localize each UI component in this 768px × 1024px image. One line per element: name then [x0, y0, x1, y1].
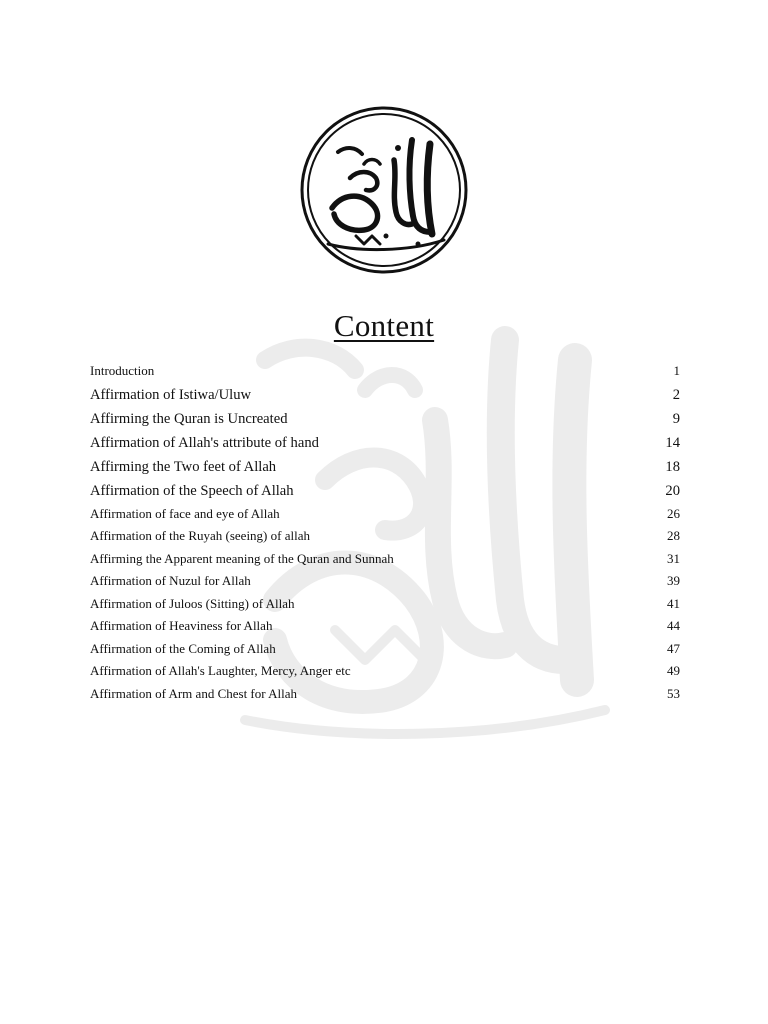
toc-page-number: 41: [667, 595, 680, 611]
toc-entry-title: Affirmation of Arm and Chest for Allah: [90, 685, 298, 701]
toc-entry-title: Affirmation of face and eye of Allah: [90, 505, 280, 521]
toc-page-number: 28: [667, 528, 680, 543]
toc-entry[interactable]: [90, 683, 680, 706]
toc-entry[interactable]: [90, 455, 680, 479]
toc-entry[interactable]: [90, 548, 680, 571]
toc-page-number: 44: [667, 618, 680, 633]
toc-entry-title: Affirming the Two feet of Allah: [90, 458, 277, 475]
toc-page-number: 9: [672, 410, 680, 427]
toc-entry[interactable]: [90, 503, 680, 526]
toc-page-number: 1: [673, 363, 680, 378]
table-of-contents: [90, 360, 680, 705]
toc-entry[interactable]: [90, 383, 680, 407]
toc-entry-title: Affirmation of the Coming of Allah: [90, 640, 276, 656]
toc-entry-title: Affirmation of the Speech of Allah: [90, 482, 294, 499]
toc-entry[interactable]: [90, 407, 680, 431]
toc-page-number: 53: [667, 685, 680, 701]
toc-entry-title: Affirmation of Allah's Laughter, Mercy, Anger etc: [90, 663, 351, 678]
toc-page-number: 47: [667, 640, 680, 656]
toc-entry-title: Affirmation of Heaviness for Allah: [90, 618, 273, 633]
toc-entry[interactable]: [90, 615, 680, 638]
toc-entry[interactable]: [90, 360, 680, 383]
toc-entry-title: Affirming the Quran is Uncreated: [90, 410, 288, 427]
toc-page-number: 26: [667, 505, 680, 521]
toc-page-number: 31: [667, 550, 680, 566]
toc-entry-title: Introduction: [90, 363, 155, 378]
toc-entry-title: Affirmation of Allah's attribute of hand: [90, 434, 319, 451]
toc-entry[interactable]: [90, 660, 680, 683]
toc-entry[interactable]: [90, 479, 680, 503]
toc-entry-title: Affirmation of Istiwa/Uluw: [90, 386, 252, 403]
toc-entry[interactable]: [90, 570, 680, 593]
toc-page-number: 2: [672, 386, 680, 403]
toc-entry-title: Affirmation of the Ruyah (seeing) of allah: [90, 528, 310, 543]
page-title: Content: [333, 308, 435, 343]
toc-entry-title: Affirmation of Nuzul for Allah: [90, 573, 251, 588]
toc-entry[interactable]: [90, 593, 680, 616]
toc-page-number: 49: [667, 663, 680, 678]
toc-entry[interactable]: [90, 638, 680, 661]
toc-entry[interactable]: [90, 431, 680, 455]
calligraphy-seal-logo: [298, 104, 470, 276]
toc-page-number: 14: [665, 434, 680, 451]
toc-page-number: 18: [665, 458, 680, 475]
toc-page-number: 20: [665, 482, 680, 499]
toc-entry[interactable]: [90, 525, 680, 548]
toc-entry-title: Affirming the Apparent meaning of the Quran and Sunnah: [90, 550, 394, 566]
toc-page-number: 39: [667, 573, 680, 588]
toc-entry-title: Affirmation of Juloos (Sitting) of Allah: [90, 595, 295, 611]
